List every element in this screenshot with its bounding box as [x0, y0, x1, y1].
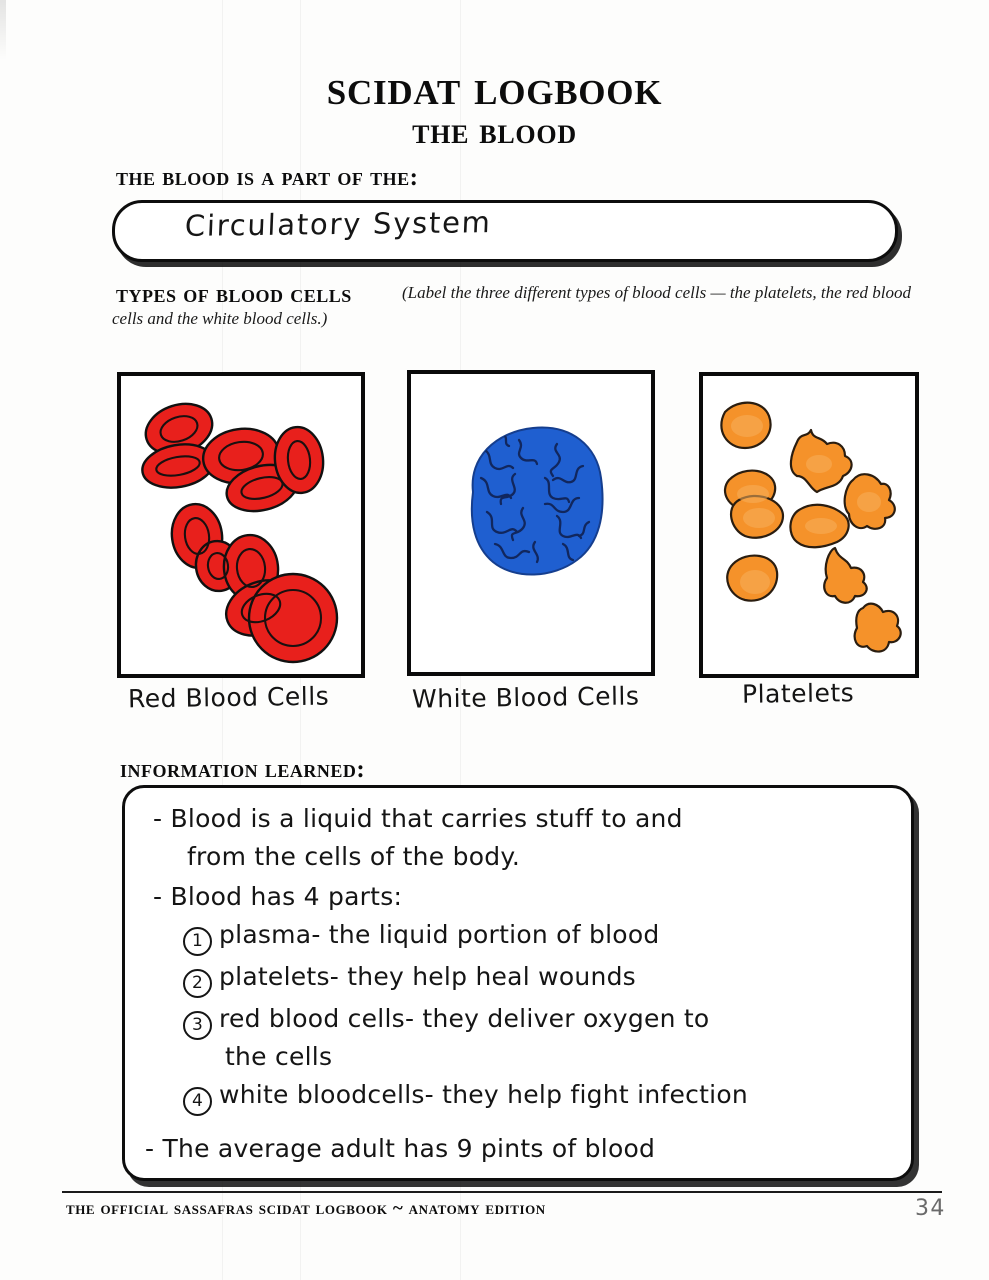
list-text: red blood cells- they deliver oxygen to: [219, 1004, 710, 1033]
note-numbered-item: [183, 964, 636, 998]
illustration-box-platelets: [699, 372, 919, 678]
note-line: - Blood has 4 parts:: [153, 882, 403, 911]
note-closing-line: - The average adult has 9 pints of blood: [145, 1134, 656, 1163]
types-heading: types of blood cells: [116, 281, 352, 308]
red-blood-cells-drawing: [121, 376, 361, 674]
illustration-label-red-blood-cells: Red Blood Cells: [127, 681, 330, 714]
list-number: 3: [183, 1011, 212, 1040]
note-numbered-item: [183, 922, 660, 956]
info-learned-content: [125, 788, 911, 1178]
platelets-drawing: [703, 376, 915, 674]
white-blood-cells-drawing: [411, 374, 651, 672]
page-number: 34: [915, 1196, 946, 1221]
note-numbered-item: [183, 1006, 709, 1040]
illustration-box-red-blood-cells: [117, 372, 365, 678]
types-instruction: (Label the three different types of blood cells — the platelets, the red blood cells and the white blood cells.): [112, 283, 911, 328]
list-text: platelets- they help heal wounds: [219, 962, 636, 991]
illustration-label-platelets: Platelets: [741, 678, 855, 709]
page-title: scidat logbook: [326, 59, 663, 115]
list-text: white bloodcells- they help fight infection: [219, 1080, 748, 1109]
illustration-box-white-blood-cells: [407, 370, 655, 676]
info-learned-textarea[interactable]: [122, 785, 914, 1181]
illustration-label-white-blood-cells: White Blood Cells: [411, 681, 640, 714]
answer-field-system[interactable]: [112, 200, 898, 262]
scan-edge-smudge: [0, 0, 6, 60]
info-learned-heading: information learned:: [120, 756, 366, 783]
note-continuation-line: the cells: [225, 1042, 333, 1071]
page-subtitle: the blood: [412, 111, 577, 152]
note-line: from the cells of the body.: [187, 842, 521, 871]
answer-field-value: Circulatory System: [184, 205, 493, 243]
list-number: 2: [183, 969, 212, 998]
list-text: plasma- the liquid portion of blood: [219, 920, 660, 949]
list-number: 4: [183, 1087, 212, 1116]
footer-divider: [62, 1191, 942, 1193]
footer-label: the official sassafras scidat logbook ~ anatomy edition: [66, 1198, 546, 1219]
note-numbered-item: [183, 1082, 748, 1116]
note-line: - Blood is a liquid that carries stuff to and: [153, 804, 683, 833]
list-number: 1: [183, 927, 212, 956]
part-of-heading: the blood is a part of the:: [116, 164, 419, 191]
